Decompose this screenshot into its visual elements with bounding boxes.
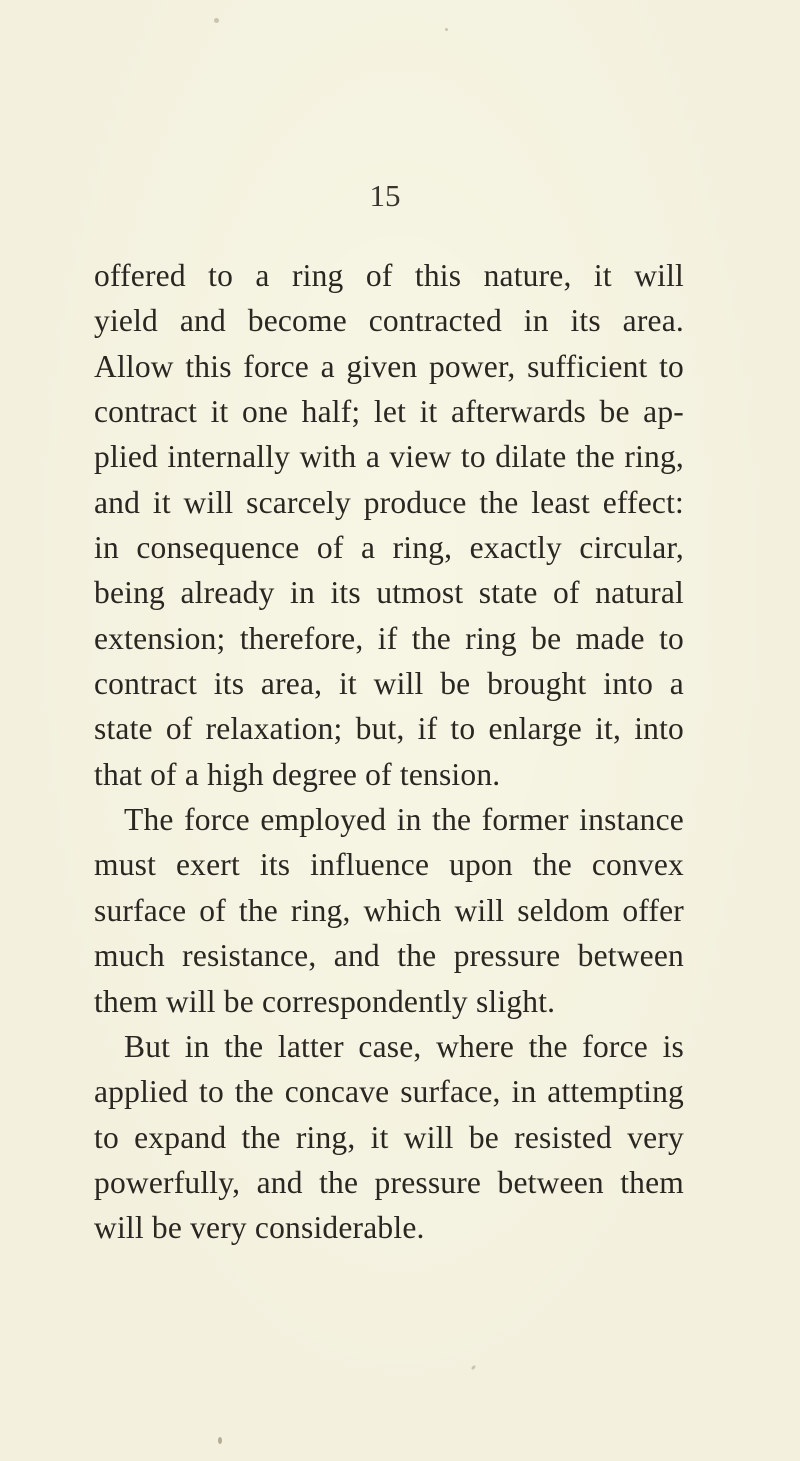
page-number: 15 bbox=[369, 178, 401, 213]
paragraph-start-line: The force employed in the former instance bbox=[124, 802, 684, 838]
paragraph-start-line: But in the latter case, where the force is bbox=[124, 1028, 684, 1064]
text-line: extension; therefore, if the ring be made to bbox=[94, 620, 684, 656]
text-line: being already in its utmost state of natural bbox=[94, 575, 684, 611]
text-line: much resistance, and the pressure between bbox=[94, 938, 684, 974]
text-line: state of relaxation; but, if to enlarge it, into bbox=[94, 711, 684, 747]
text-line: Allow this force a given power, sufficient to bbox=[94, 348, 684, 384]
paragraph-end-line: will be very considerable. bbox=[94, 1210, 425, 1246]
text-line: contract it one half; let it afterwards be ap- bbox=[94, 394, 684, 430]
paragraph-end-line: that of a high degree of tension. bbox=[94, 756, 501, 792]
text-line: yield and become contracted in its area. bbox=[94, 303, 684, 339]
body-text bbox=[94, 253, 684, 1251]
text-line: to expand the ring, it will be resisted very bbox=[94, 1119, 684, 1155]
paper-speck bbox=[214, 18, 219, 23]
paper-speck bbox=[218, 1437, 222, 1444]
text-line: applied to the concave surface, in attempting bbox=[94, 1074, 684, 1110]
text-line: surface of the ring, which will seldom offer bbox=[94, 892, 684, 928]
text-line: offered to a ring of this nature, it will bbox=[94, 258, 684, 293]
text-line: must exert its influence upon the convex bbox=[94, 847, 684, 883]
paragraph-end-line: them will be correspondently slight. bbox=[94, 983, 556, 1019]
paper-speck bbox=[471, 1365, 477, 1371]
text-line: in consequence of a ring, exactly circular, bbox=[94, 530, 684, 566]
text-line: powerfully, and the pressure between them bbox=[94, 1164, 684, 1200]
text-line: and it will scarcely produce the least effect: bbox=[94, 484, 684, 520]
text-line: contract its area, it will be brought into a bbox=[94, 666, 684, 702]
paper-speck bbox=[445, 28, 448, 31]
text-line: plied internally with a view to dilate the ring, bbox=[94, 439, 684, 475]
